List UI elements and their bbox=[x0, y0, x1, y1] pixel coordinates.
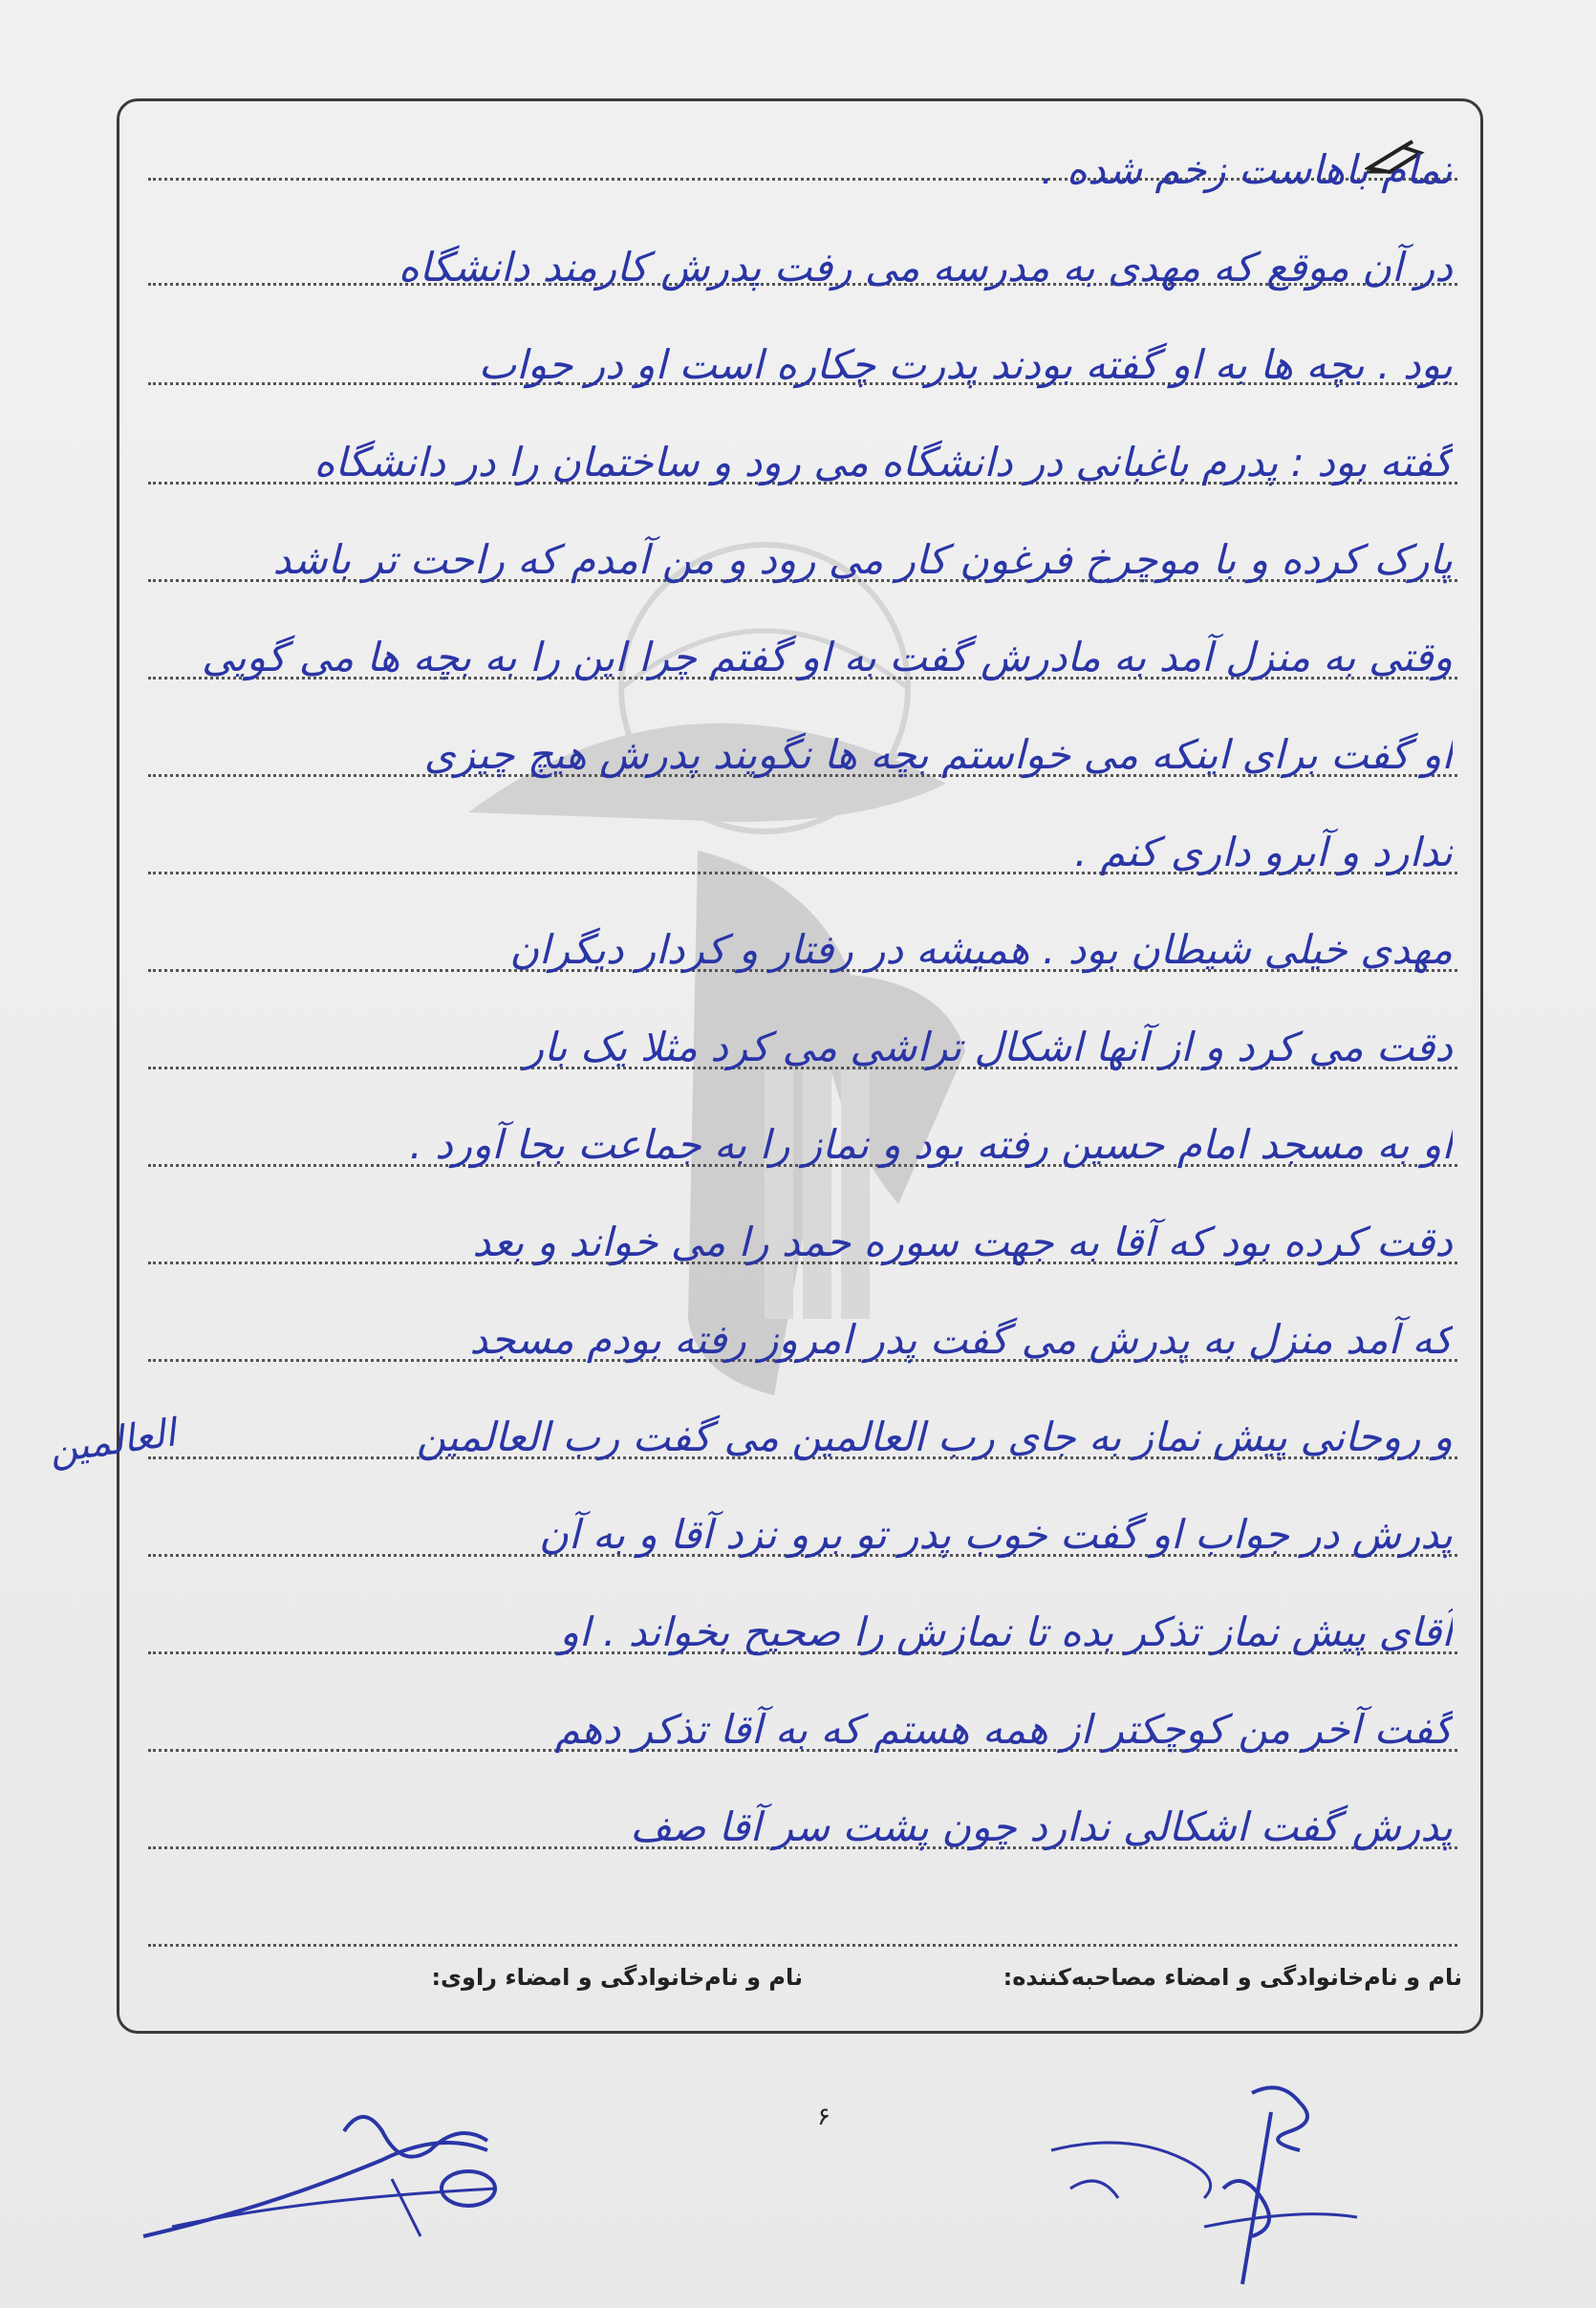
handwritten-line: و روحانی پیش نماز به جای رب العالمین می گفت رب العالمین bbox=[416, 1413, 1453, 1460]
handwritten-line: در آن موقع که مهدی به مدرسه می رفت پدرش کارمند دانشگاه bbox=[398, 244, 1453, 291]
handwritten-line: پدرش در جواب او گفت خوب پدر تو برو نزد آقا و به آن bbox=[539, 1511, 1453, 1558]
interviewer-signature bbox=[1013, 2074, 1395, 2294]
handwritten-line: پارک کرده و با موچرخ فرغون کار می رود و من آمدم که راحت تر باشد bbox=[272, 536, 1453, 583]
handwritten-line: مهدی خیلی شیطان بود . همیشه در رفتار و کردار دیگران bbox=[509, 926, 1453, 973]
handwritten-line: دقت می کرد و از آنها اشکال تراشی می کرد مثلا یک بار bbox=[524, 1024, 1453, 1070]
narrator-signature-label: نام و نام‌خانوادگی و امضاء راوی: bbox=[431, 1964, 803, 1991]
handwritten-line: که آمد منزل به پدرش می گفت پدر امروز رفته بودم مسجد bbox=[469, 1316, 1453, 1363]
interviewer-signature-label: نام و نام‌خانوادگی و امضاء مصاحبه‌کننده: bbox=[1003, 1964, 1462, 1991]
handwritten-line: او گفت برای اینکه می خواستم بچه ها نگویند پدرش هیچ چیزی bbox=[423, 731, 1453, 778]
handwritten-line: ندارد و آبرو داری کنم . bbox=[1074, 829, 1453, 875]
narrator-signature bbox=[115, 2093, 516, 2246]
handwritten-line: آقای پیش نماز تذکر بده تا نمازش را صحیح بخواند . او bbox=[559, 1608, 1453, 1655]
handwritten-line: وقتی به منزل آمد به مادرش گفت به او گفتم چرا این را به بچه ها می گویی bbox=[202, 634, 1453, 680]
handwritten-line: دقت کرده بود که آقا به جهت سوره حمد را می خواند و بعد bbox=[472, 1219, 1453, 1265]
handwritten-line: بود . بچه ها به او گفته بودند پدرت چکاره است او در جواب bbox=[478, 341, 1453, 388]
ruled-line bbox=[148, 1944, 1457, 1947]
margin-note: العالمین bbox=[46, 1411, 179, 1473]
handwritten-line: او به مسجد امام حسین رفته بود و نماز را به جماعت بجا آورد . bbox=[409, 1121, 1453, 1168]
page-number: ۶ bbox=[817, 2103, 830, 2131]
handwritten-line: تمام باهاست زخم شده . bbox=[1041, 146, 1453, 193]
handwritten-line: پدرش گفت اشکالی ندارد چون پشت سر آقا صف bbox=[630, 1803, 1453, 1850]
handwritten-line: گفت آخر من کوچکتر از همه هستم که به آقا تذکر دهم bbox=[554, 1706, 1453, 1753]
handwritten-line: گفته بود : پدرم باغبانی در دانشگاه می رود و ساختمان را در دانشگاه bbox=[313, 439, 1453, 485]
